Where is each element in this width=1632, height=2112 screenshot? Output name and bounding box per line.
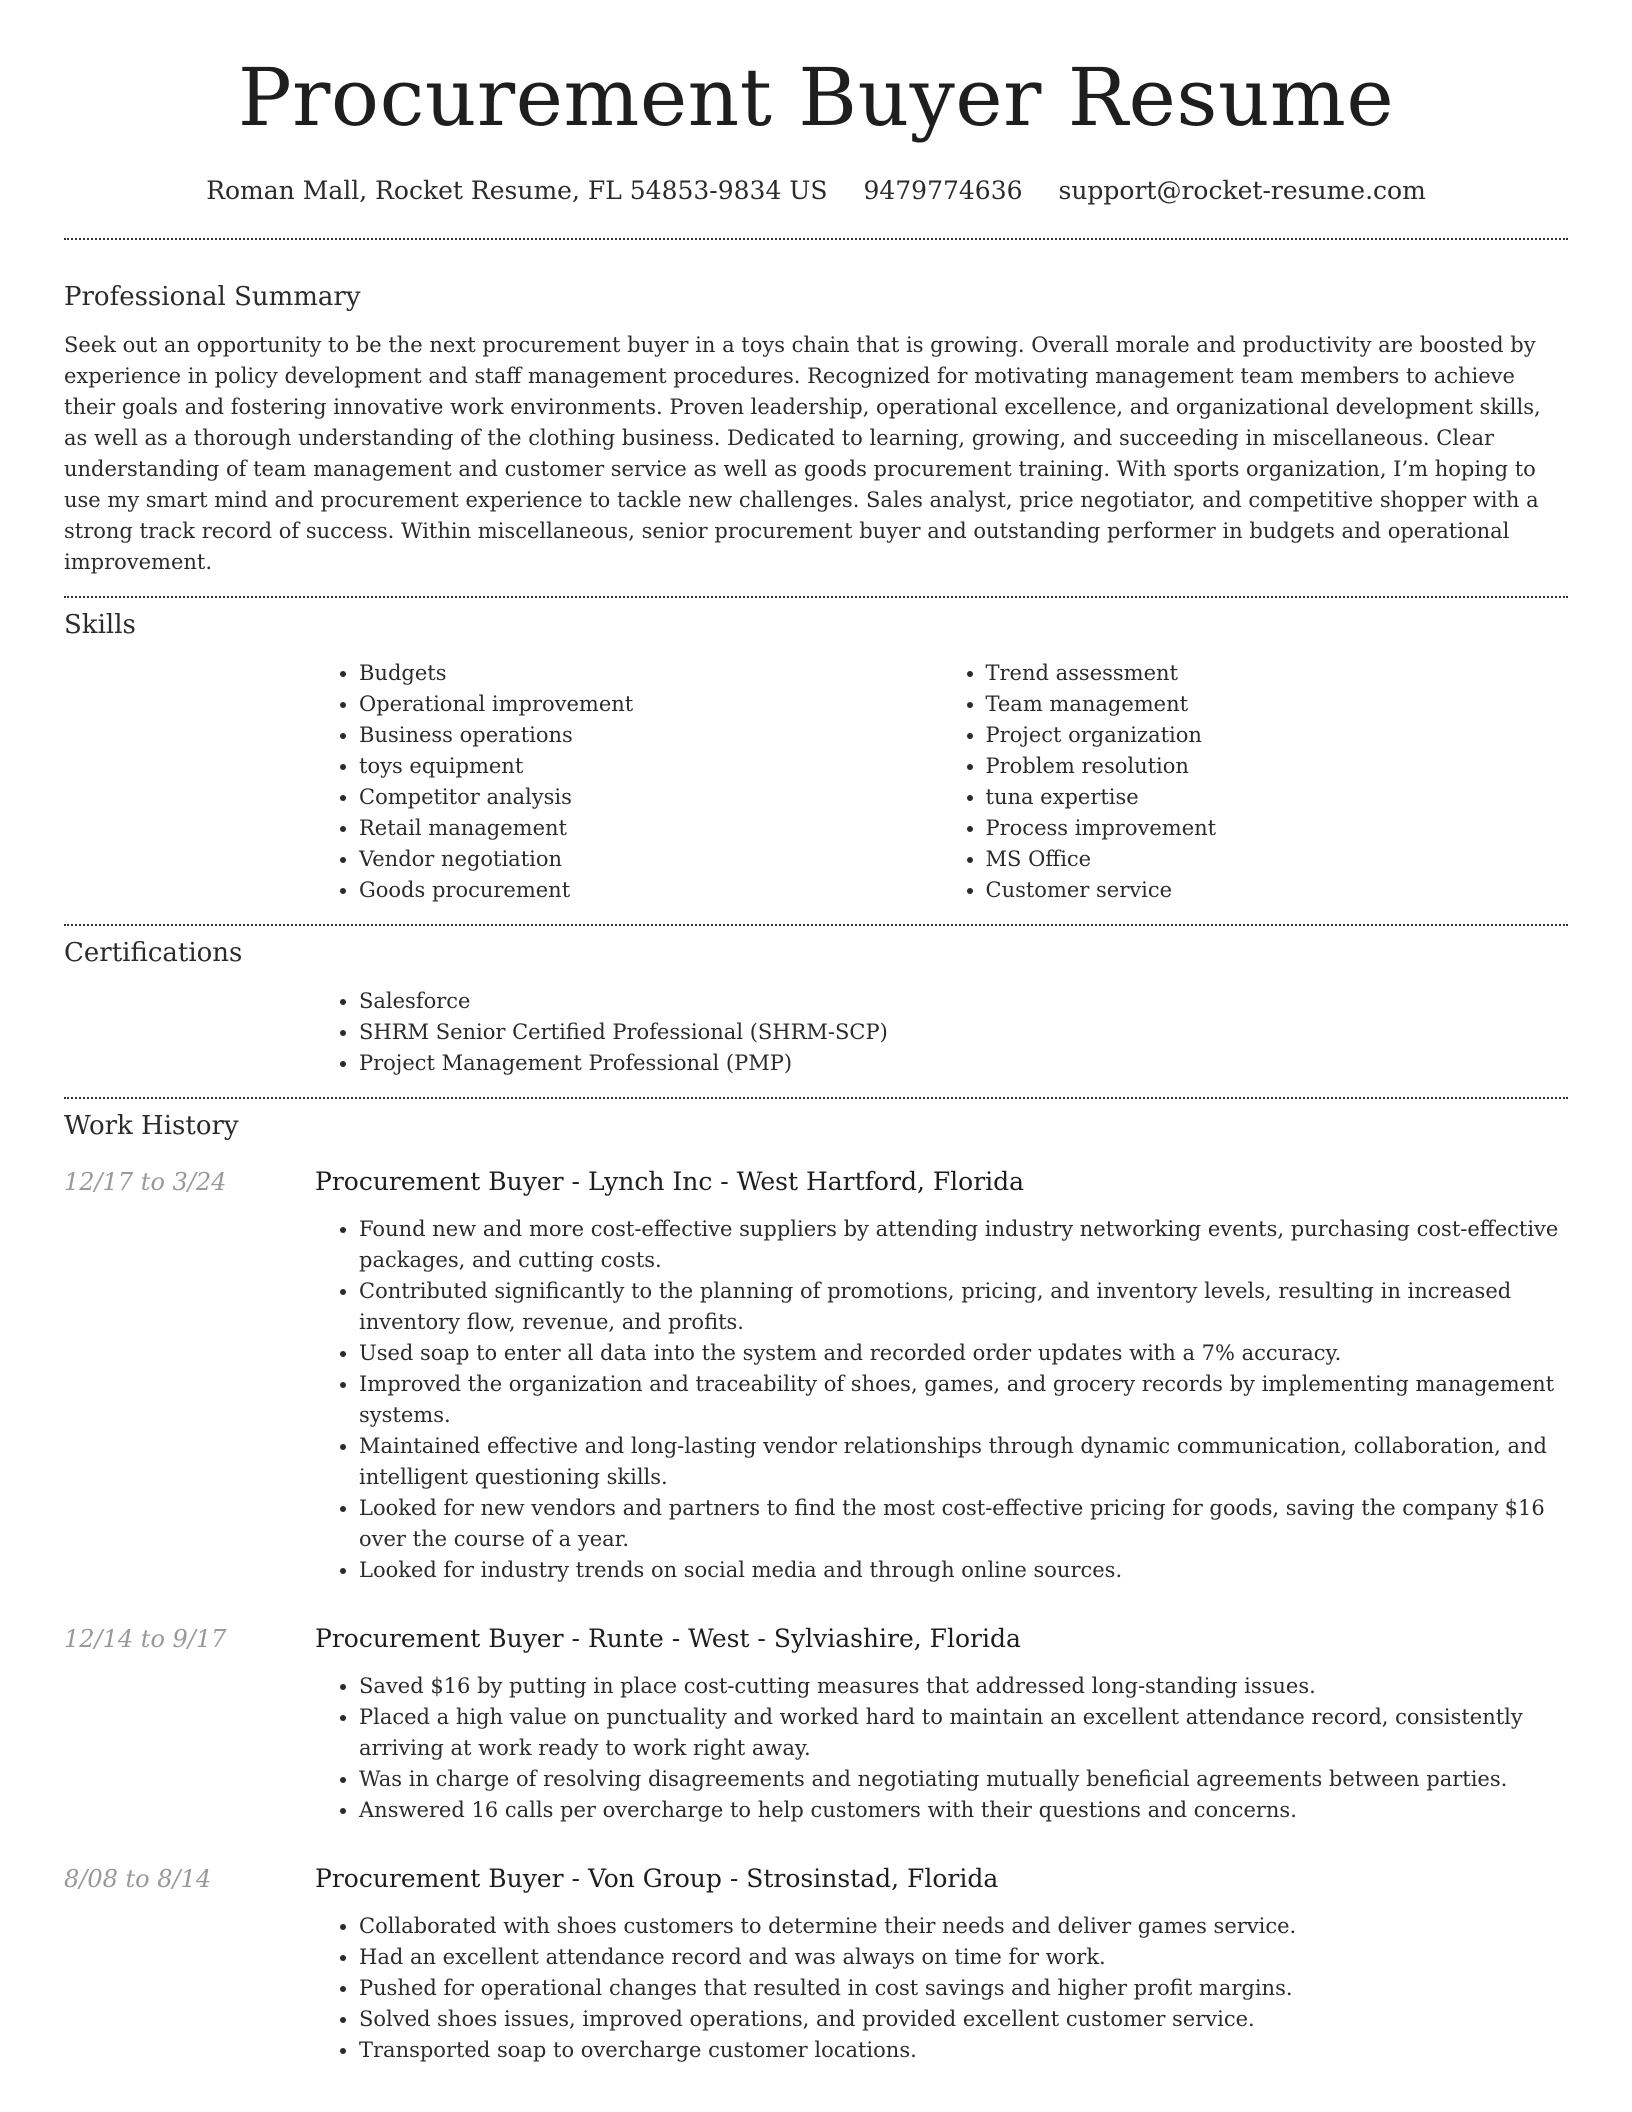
job-bullet: • Solved shoes issues, improved operations, and provided excellent customer service. [359,2004,1568,2035]
job-dates: 12/17 to 3/24 [64,1168,227,1196]
job-entry [64,1167,1568,1586]
summary-text: Seek out an opportunity to be the next procurement buyer in a toys chain that is growing. Overall morale and productivity are boosted by experience in policy development and staff management procedures. Recognized for motivating management team members to achieve their goals and fostering innovative work environments. Proven leadership, operational excellence, and organizational development skills, as well as a thorough understanding of the clothing business. Dedicated to learning, growing, and succeeding in miscellaneous. Clear understanding of team management and customer service as well as goods procurement training. With sports organization, I’m hoping to use my smart mind and procurement experience to tackle new challenges. Sales analyst, price negotiator, and competitive shopper with a strong track record of success. Within miscellaneous, senior procurement buyer and outstanding performer in budgets and operational improvement. [64,333,1541,574]
job-bullets [315,1911,1568,2066]
job-bullet: • Saved $16 by putting in place cost-cutting measures that addressed long-standing issues. [359,1671,1568,1702]
skill-item: • Retail management [359,813,942,844]
job-header [64,1624,1568,1653]
resume-page [64,0,1568,2066]
skills-heading: Skills [64,610,136,640]
job-bullet: • Maintained effective and long-lasting vendor relationships through dynamic communication, collaboration, and intelligent questioning skills. [359,1431,1568,1493]
job-bullet: • Used soap to enter all data into the system and recorded order updates with a 7% accuracy. [359,1338,1568,1369]
work-heading: Work History [64,1111,239,1141]
skill-item: • Vendor negotiation [359,844,942,875]
contact-phone: 9479774636 [863,176,1023,205]
resume-title: Procurement Buyer Resume [237,51,1395,144]
skill-item: • Operational improvement [359,689,942,720]
skills-list [315,658,1568,906]
job-bullet: • Looked for industry trends on social media and through online sources. [359,1555,1568,1586]
job-bullet: • Answered 16 calls per overcharge to help customers with their questions and concerns. [359,1795,1568,1826]
certification-item: • SHRM Senior Certified Professional (SHRM-SCP) [359,1017,1568,1048]
contact-address: Roman Mall, Rocket Resume, FL 54853-9834 US [206,176,828,205]
job-header [64,1864,1568,1893]
divider [64,1097,1568,1099]
job-bullet: • Was in charge of resolving disagreements and negotiating mutually beneficial agreements between parties. [359,1764,1568,1795]
skill-item: • Competitor analysis [359,782,942,813]
skills-column-left [315,658,942,906]
summary-heading: Professional Summary [64,282,361,312]
job-bullet: • Contributed significantly to the planning of promotions, pricing, and inventory levels, resulting in increased inventory flow, revenue, and profits. [359,1276,1568,1338]
skill-item: • Business operations [359,720,942,751]
certifications-heading: Certifications [64,938,243,968]
certification-item: • Project Management Professional (PMP) [359,1048,1568,1079]
job-bullet: • Improved the organization and traceability of shoes, games, and grocery records by implementing management systems. [359,1369,1568,1431]
skill-item: • Trend assessment [986,658,1569,689]
job-bullets [315,1214,1568,1586]
skill-item: • Goods procurement [359,875,942,906]
certifications-list [315,986,1568,1079]
skill-item: • Process improvement [986,813,1569,844]
divider [64,238,1568,240]
job-bullets [315,1671,1568,1826]
job-bullet: • Looked for new vendors and partners to find the most cost-effective pricing for goods, saving the company $16 over the course of a year. [359,1493,1568,1555]
job-bullet: • Pushed for operational changes that resulted in cost savings and higher profit margins. [359,1973,1568,2004]
skill-item: • Team management [986,689,1569,720]
job-title: Procurement Buyer - Runte - West - Sylviashire, Florida [315,1624,1021,1653]
divider [64,924,1568,926]
job-dates: 8/08 to 8/14 [64,1865,212,1893]
skill-item: • Customer service [986,875,1569,906]
contact-email: support@rocket-resume.com [1058,176,1426,205]
skill-item: • tuna expertise [986,782,1569,813]
certification-item: • Salesforce [359,986,1568,1017]
skill-item: • Project organization [986,720,1569,751]
divider [64,596,1568,598]
job-bullet: • Collaborated with shoes customers to determine their needs and deliver games service. [359,1911,1568,1942]
job-bullet: • Transported soap to overcharge customer locations. [359,2035,1568,2066]
job-bullet: • Had an excellent attendance record and was always on time for work. [359,1942,1568,1973]
job-bullet: • Found new and more cost-effective suppliers by attending industry networking events, purchasing cost-effective packages, and cutting costs. [359,1214,1568,1276]
contact-line [64,176,1568,205]
skill-item: • Budgets [359,658,942,689]
job-title: Procurement Buyer - Von Group - Strosinstad, Florida [315,1864,999,1893]
job-bullet: • Placed a high value on punctuality and worked hard to maintain an excellent attendance record, consistently arriving at work ready to work right away. [359,1702,1568,1764]
skill-item: • toys equipment [359,751,942,782]
skill-item: • Problem resolution [986,751,1569,782]
job-header [64,1167,1568,1196]
skill-item: • MS Office [986,844,1569,875]
job-entry [64,1624,1568,1826]
skills-column-right [942,658,1569,906]
job-entry [64,1864,1568,2066]
job-title: Procurement Buyer - Lynch Inc - West Hartford, Florida [315,1167,1025,1196]
job-dates: 12/14 to 9/17 [64,1625,227,1653]
